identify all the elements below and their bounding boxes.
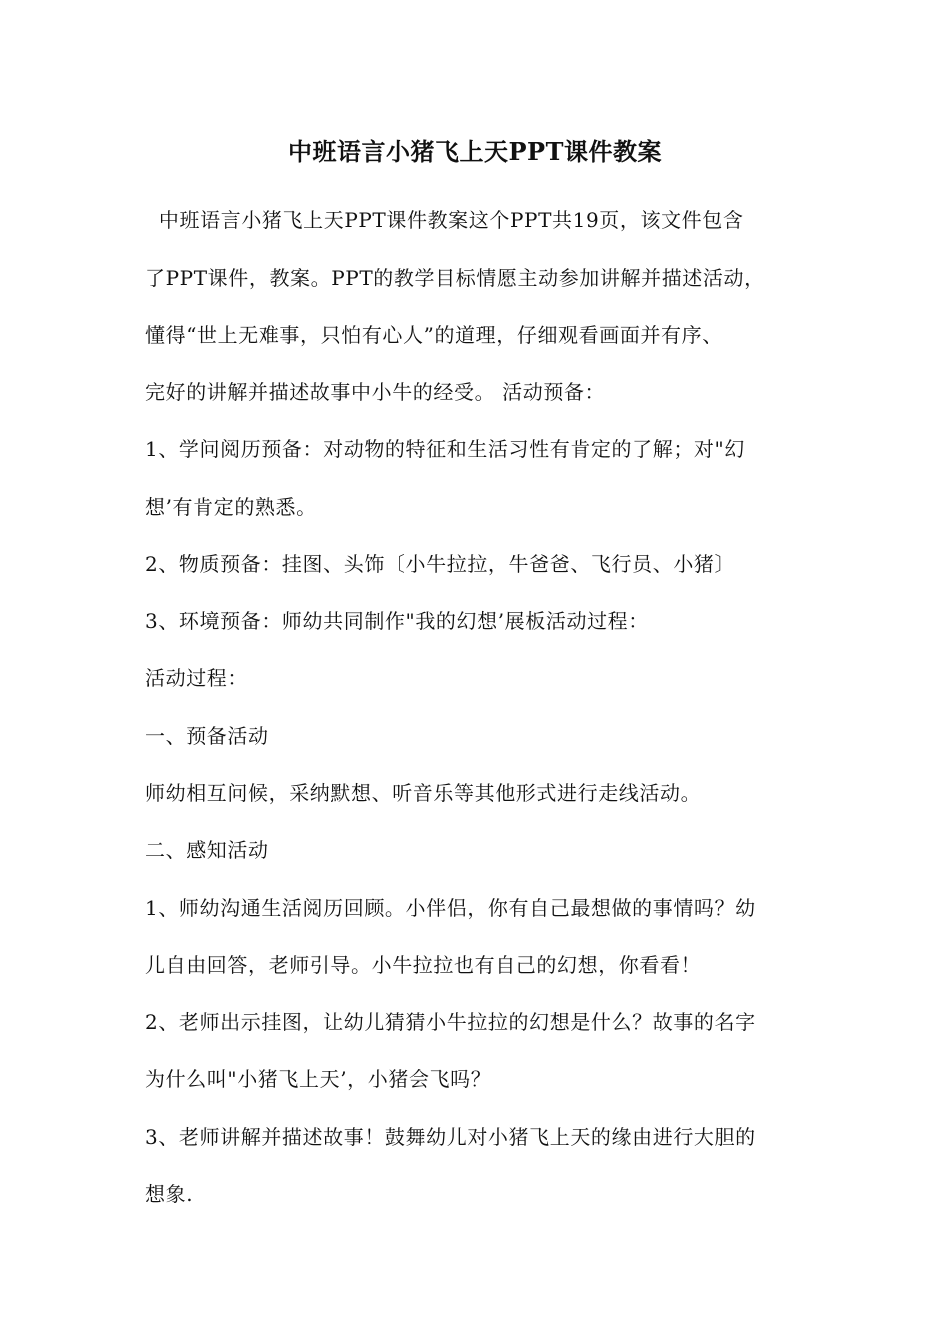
- paragraph-line: 懂得“世上无难事，只怕有心人”的道理，仔细观看画面并有序、: [145, 323, 723, 347]
- paragraph-line: 3、环境预备：师幼共同制作"我的幻想’展板活动过程：: [145, 609, 649, 633]
- paragraph-line: 1、学问阅历预备：对动物的特征和生活习性有肯定的了解；对"幻: [145, 437, 745, 461]
- paragraph-line: 了PPT课件，教案。PPT的教学目标情愿主动参加讲解并描述活动，: [145, 266, 765, 290]
- paragraph-line: 为什么叫"小猪飞上天’，小猪会飞吗？: [145, 1067, 492, 1091]
- paragraph-line: 1、师幼沟通生活阅历回顾。小伴侣，你有自己最想做的事情吗？幼: [145, 896, 756, 920]
- document-title: 中班语言小猪飞上天PPT课件教案: [288, 137, 662, 166]
- section-heading: 二、感知活动: [145, 838, 269, 862]
- paragraph-line: 师幼相互问候，采纳默想、听音乐等其他形式进行走线活动。: [145, 781, 702, 805]
- paragraph-line: 想象.: [145, 1182, 194, 1206]
- paragraph-line: 想’有肯定的熟悉。: [145, 495, 317, 519]
- paragraph-line: 2、老师出示挂图，让幼儿猜猜小牛拉拉的幻想是什么？故事的名字: [145, 1010, 756, 1034]
- paragraph-line: 完好的讲解并描述故事中小牛的经受。 活动预备：: [145, 380, 606, 404]
- section-heading: 活动过程：: [145, 666, 248, 690]
- paragraph-line: 2、物质预备：挂图、头饰〔小牛拉拉，牛爸爸、飞行员、小猪〕: [145, 552, 736, 576]
- paragraph-line: 3、老师讲解并描述故事！鼓舞幼儿对小猪飞上天的缘由进行大胆的: [145, 1125, 756, 1149]
- paragraph-line: 儿自由回答，老师引导。小牛拉拉也有自己的幻想，你看看！: [145, 953, 702, 977]
- paragraph-line: 中班语言小猪飞上天PPT课件教案这个PPT共19页，该文件包含: [145, 208, 744, 232]
- section-heading: 一、预备活动: [145, 724, 269, 748]
